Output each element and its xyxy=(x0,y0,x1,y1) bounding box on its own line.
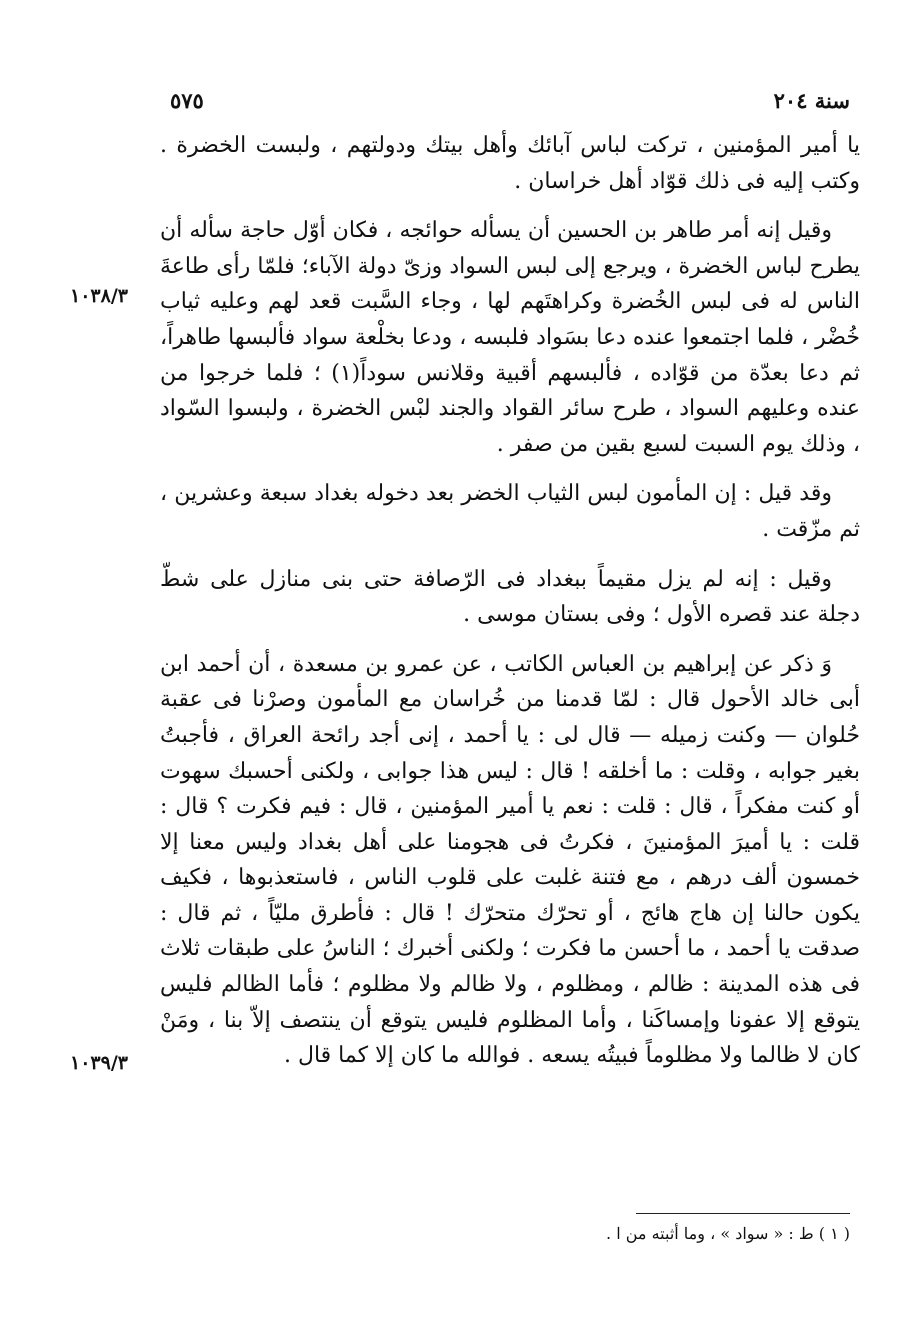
margin-reference-2: ١٠٣٩/٣ xyxy=(70,1052,128,1074)
footnote-divider xyxy=(636,1213,850,1214)
margin-reference-1: ١٠٣٨/٣ xyxy=(70,285,128,307)
paragraph-2: وقيل إنه أمر طاهر بن الحسين أن يسأله حوائجه ، فكان أوّل حاجة سأله أن يطرح لباس الخضرة ، ويرجع إلى لبس السواد وزىّ دولة الآباء؛ فلمّا رأى طاعةَ الناس له فى لبس الخُضرة وكراهتَهم لها ، وجاء السَّبت قعد لهم وعليه ثياب خُضْر ، فلما اجتمعوا عنده دعا بسَواد فلبسه ، ودعا بخلْعة سواد فألبسها طاهراً، ثم دعا بعدّة من قوّاده ، فألبسهم أقبية وقلانس سوداً(١) ؛ فلما خرجوا من عنده وعليهم السواد ، طرح سائر القواد والجند لبْس الخضرة ، ولبسوا السّواد ، وذلك يوم السبت لسبع بقين من صفر . xyxy=(160,218,860,457)
page-number: ٥٧٥ xyxy=(170,88,204,113)
page-header xyxy=(170,88,850,122)
footnote: ( ١ ) ط : « سواد » ، وما أثبته من ا . xyxy=(606,1224,850,1243)
paragraph-4: وقيل : إنه لم يزل مقيماً ببغداد فى الرّصافة حتى بنى منازل على شطّ دجلة عند قصره الأول ؛ وفى بستان موسى . xyxy=(160,566,860,628)
paragraph-1: يا أمير المؤمنين ، تركت لباس آبائك وأهل بيتك ودولتهم ، ولبست الخضرة . وكتب إليه فى ذلك قوّاد أهل خراسان . xyxy=(160,133,860,194)
running-head-year: سنة ٢٠٤ xyxy=(773,88,850,113)
paragraph-3: وقد قيل : إن المأمون لبس الثياب الخضر بعد دخوله بغداد سبعة وعشرين ، ثم مزّقت . xyxy=(160,481,860,542)
main-text xyxy=(160,128,860,1088)
paragraph-5: وَ ذكر عن إبراهيم بن العباس الكاتب ، عن عمرو بن مسعدة ، أن أحمد ابن أبى خالد الأحول قال : لمّا قدمنا من خُراسان مع المأمون وصرْنا فى عقبة حُلوان — وكنت زميله — قال لى : يا أحمد ، إنى أجد رائحة العراق ، فأجبتُ بغير جوابه ، وقلت : ما أخلقه ! قال : ليس هذا جوابى ، ولكنى أحسبك سهوت أو كنت مفكراً ، قال : قلت : نعم يا أمير المؤمنين ، قال : فيم فكرت ؟ قال : قلت : يا أميرَ المؤمنينَ ، فكرتُ فى هجومنا على أهل بغداد وليس معنا إلا خمسون ألف درهم ، مع فتنة غلبت على قلوب الناس ، فاستعذبوها ، فكيف يكون حالنا إن هاج هائج ، أو تحرّك متحرّك ! قال : فأطرق مليّاً ، ثم قال : صدقت يا أحمد ، ما أحسن ما فكرت ؛ ولكنى أخبرك ؛ الناسُ على طبقات ثلاث فى هذه المدينة : ظالم ، ومظلوم ، ولا ظالم ولا مظلوم ؛ فأما الظالم فليس يتوقع إلا عفونا وإمساكَنا ، وأما المظلوم فليس يتوقع أن ينتصف إلاّ بنا ، ومَنْ كان لا ظالما ولا مظلوماً فبيتُه يسعه . فوالله ما كان إلا كما قال . xyxy=(160,651,860,1069)
